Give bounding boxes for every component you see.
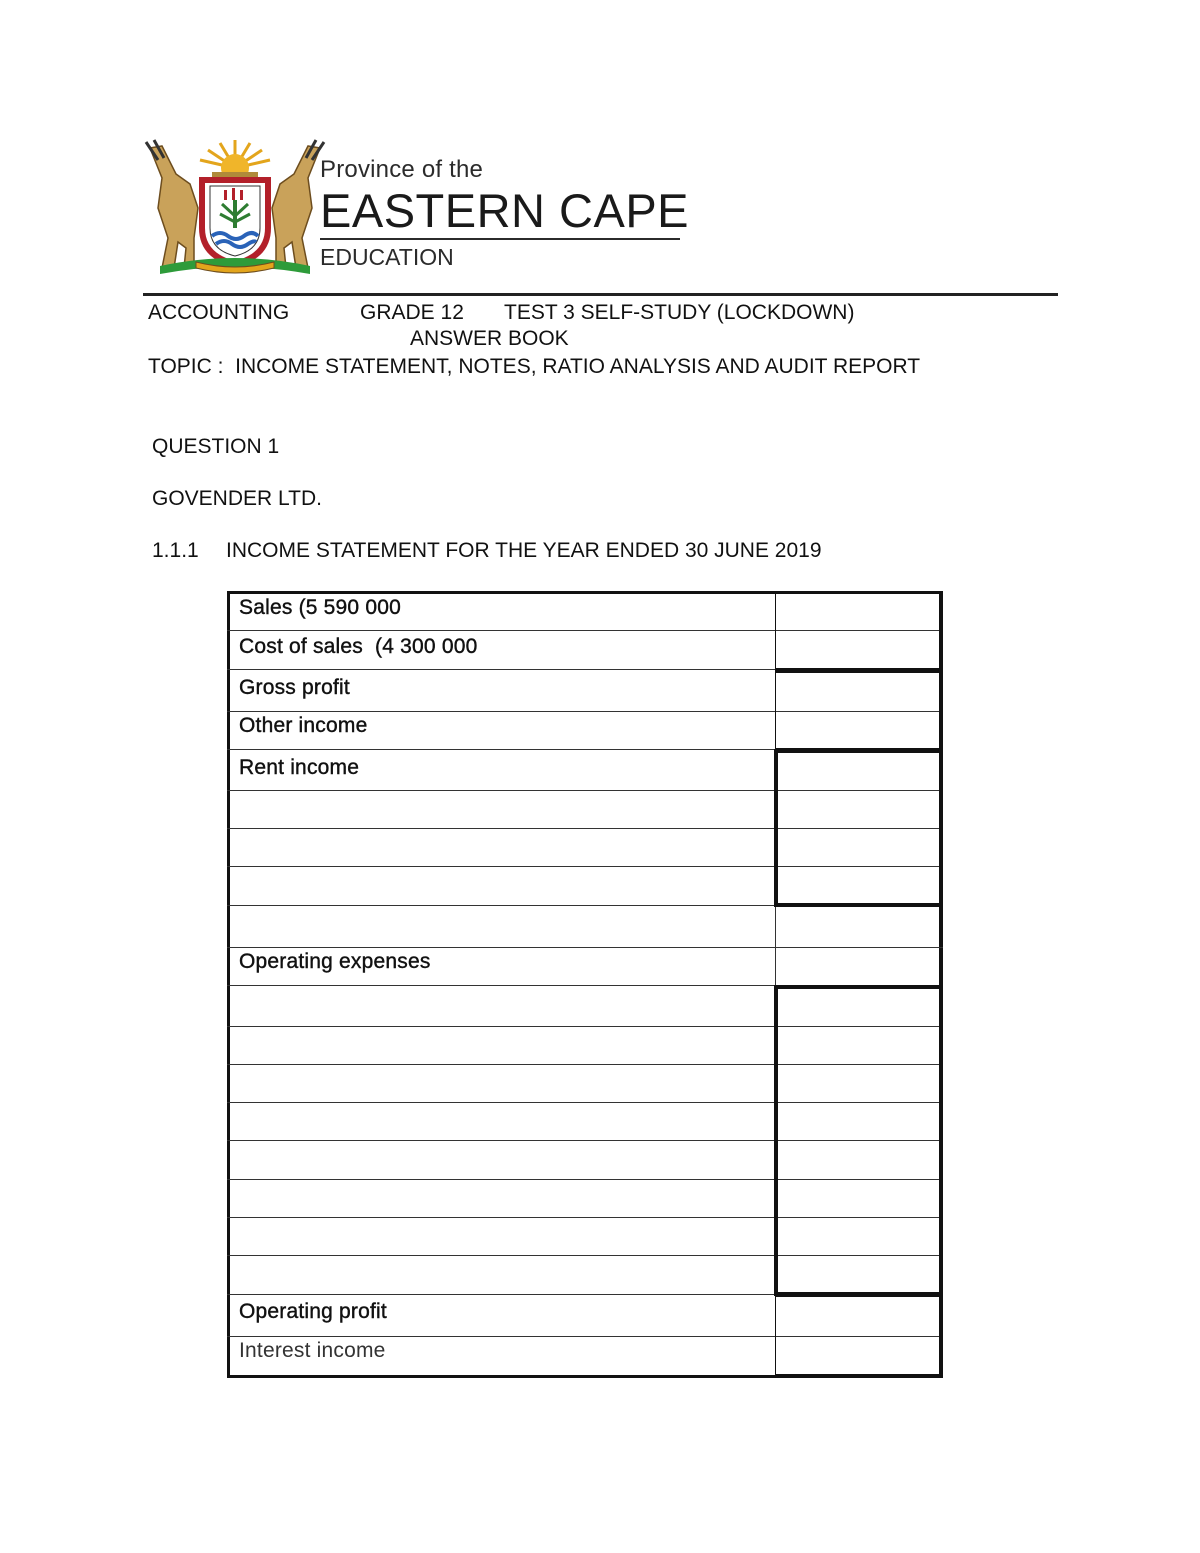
question-title: QUESTION 1 bbox=[152, 435, 280, 458]
row-blank[interactable] bbox=[227, 1064, 943, 1102]
income-statement-table bbox=[227, 591, 943, 1378]
row-label: Operating profit bbox=[239, 1300, 387, 1323]
row-blank[interactable] bbox=[227, 985, 943, 1026]
row-label: Interest income bbox=[239, 1339, 386, 1362]
logo-province-line: Province of the bbox=[320, 156, 484, 183]
row-label: Cost of sales (4 300 000 bbox=[239, 635, 478, 658]
topic-label: TOPIC : INCOME STATEMENT, NOTES, RATIO ANALYSIS AND AUDIT REPORT bbox=[148, 355, 921, 378]
row-blank[interactable] bbox=[227, 828, 943, 866]
subject-label: ACCOUNTING bbox=[148, 301, 290, 324]
row-blank[interactable] bbox=[227, 1217, 943, 1255]
row-interest-income bbox=[227, 1334, 943, 1376]
row-operating-expenses bbox=[227, 945, 943, 985]
row-cost-of-sales bbox=[227, 630, 943, 669]
row-sales bbox=[227, 591, 943, 630]
row-blank[interactable] bbox=[227, 1179, 943, 1217]
row-blank[interactable] bbox=[227, 1140, 943, 1179]
row-label: Rent income bbox=[239, 756, 360, 779]
row-blank[interactable] bbox=[227, 790, 943, 828]
logo-wordmark bbox=[320, 156, 689, 270]
coat-of-arms-icon bbox=[140, 138, 330, 278]
test-label: TEST 3 SELF-STUDY (LOCKDOWN) bbox=[504, 301, 855, 324]
logo-department-line: EDUCATION bbox=[320, 244, 454, 270]
row-blank[interactable] bbox=[227, 1026, 943, 1064]
row-operating-profit bbox=[227, 1295, 943, 1336]
row-label: Other income bbox=[239, 714, 368, 737]
question-number: 1.1.1 bbox=[152, 539, 199, 562]
row-label: Gross profit bbox=[239, 676, 350, 699]
logo-divider bbox=[320, 238, 680, 240]
row-label: Sales (5 590 000 bbox=[239, 596, 401, 619]
answer-book-label: ANSWER BOOK bbox=[410, 327, 569, 350]
row-blank[interactable] bbox=[227, 905, 943, 947]
eastern-cape-logo bbox=[140, 138, 700, 278]
header-divider bbox=[143, 293, 1058, 296]
statement-heading: INCOME STATEMENT FOR THE YEAR ENDED 30 JUNE 2019 bbox=[226, 539, 822, 562]
row-blank[interactable] bbox=[227, 866, 943, 905]
row-other-income bbox=[227, 709, 943, 749]
row-blank[interactable] bbox=[227, 1255, 943, 1294]
row-gross-profit bbox=[227, 671, 943, 711]
logo-name-line: EASTERN CAPE bbox=[320, 184, 690, 237]
row-rent-income bbox=[227, 751, 943, 790]
row-blank[interactable] bbox=[227, 1102, 943, 1140]
grade-label: GRADE 12 bbox=[360, 301, 464, 324]
company-name: GOVENDER LTD. bbox=[152, 487, 322, 510]
row-label: Operating expenses bbox=[239, 950, 431, 973]
